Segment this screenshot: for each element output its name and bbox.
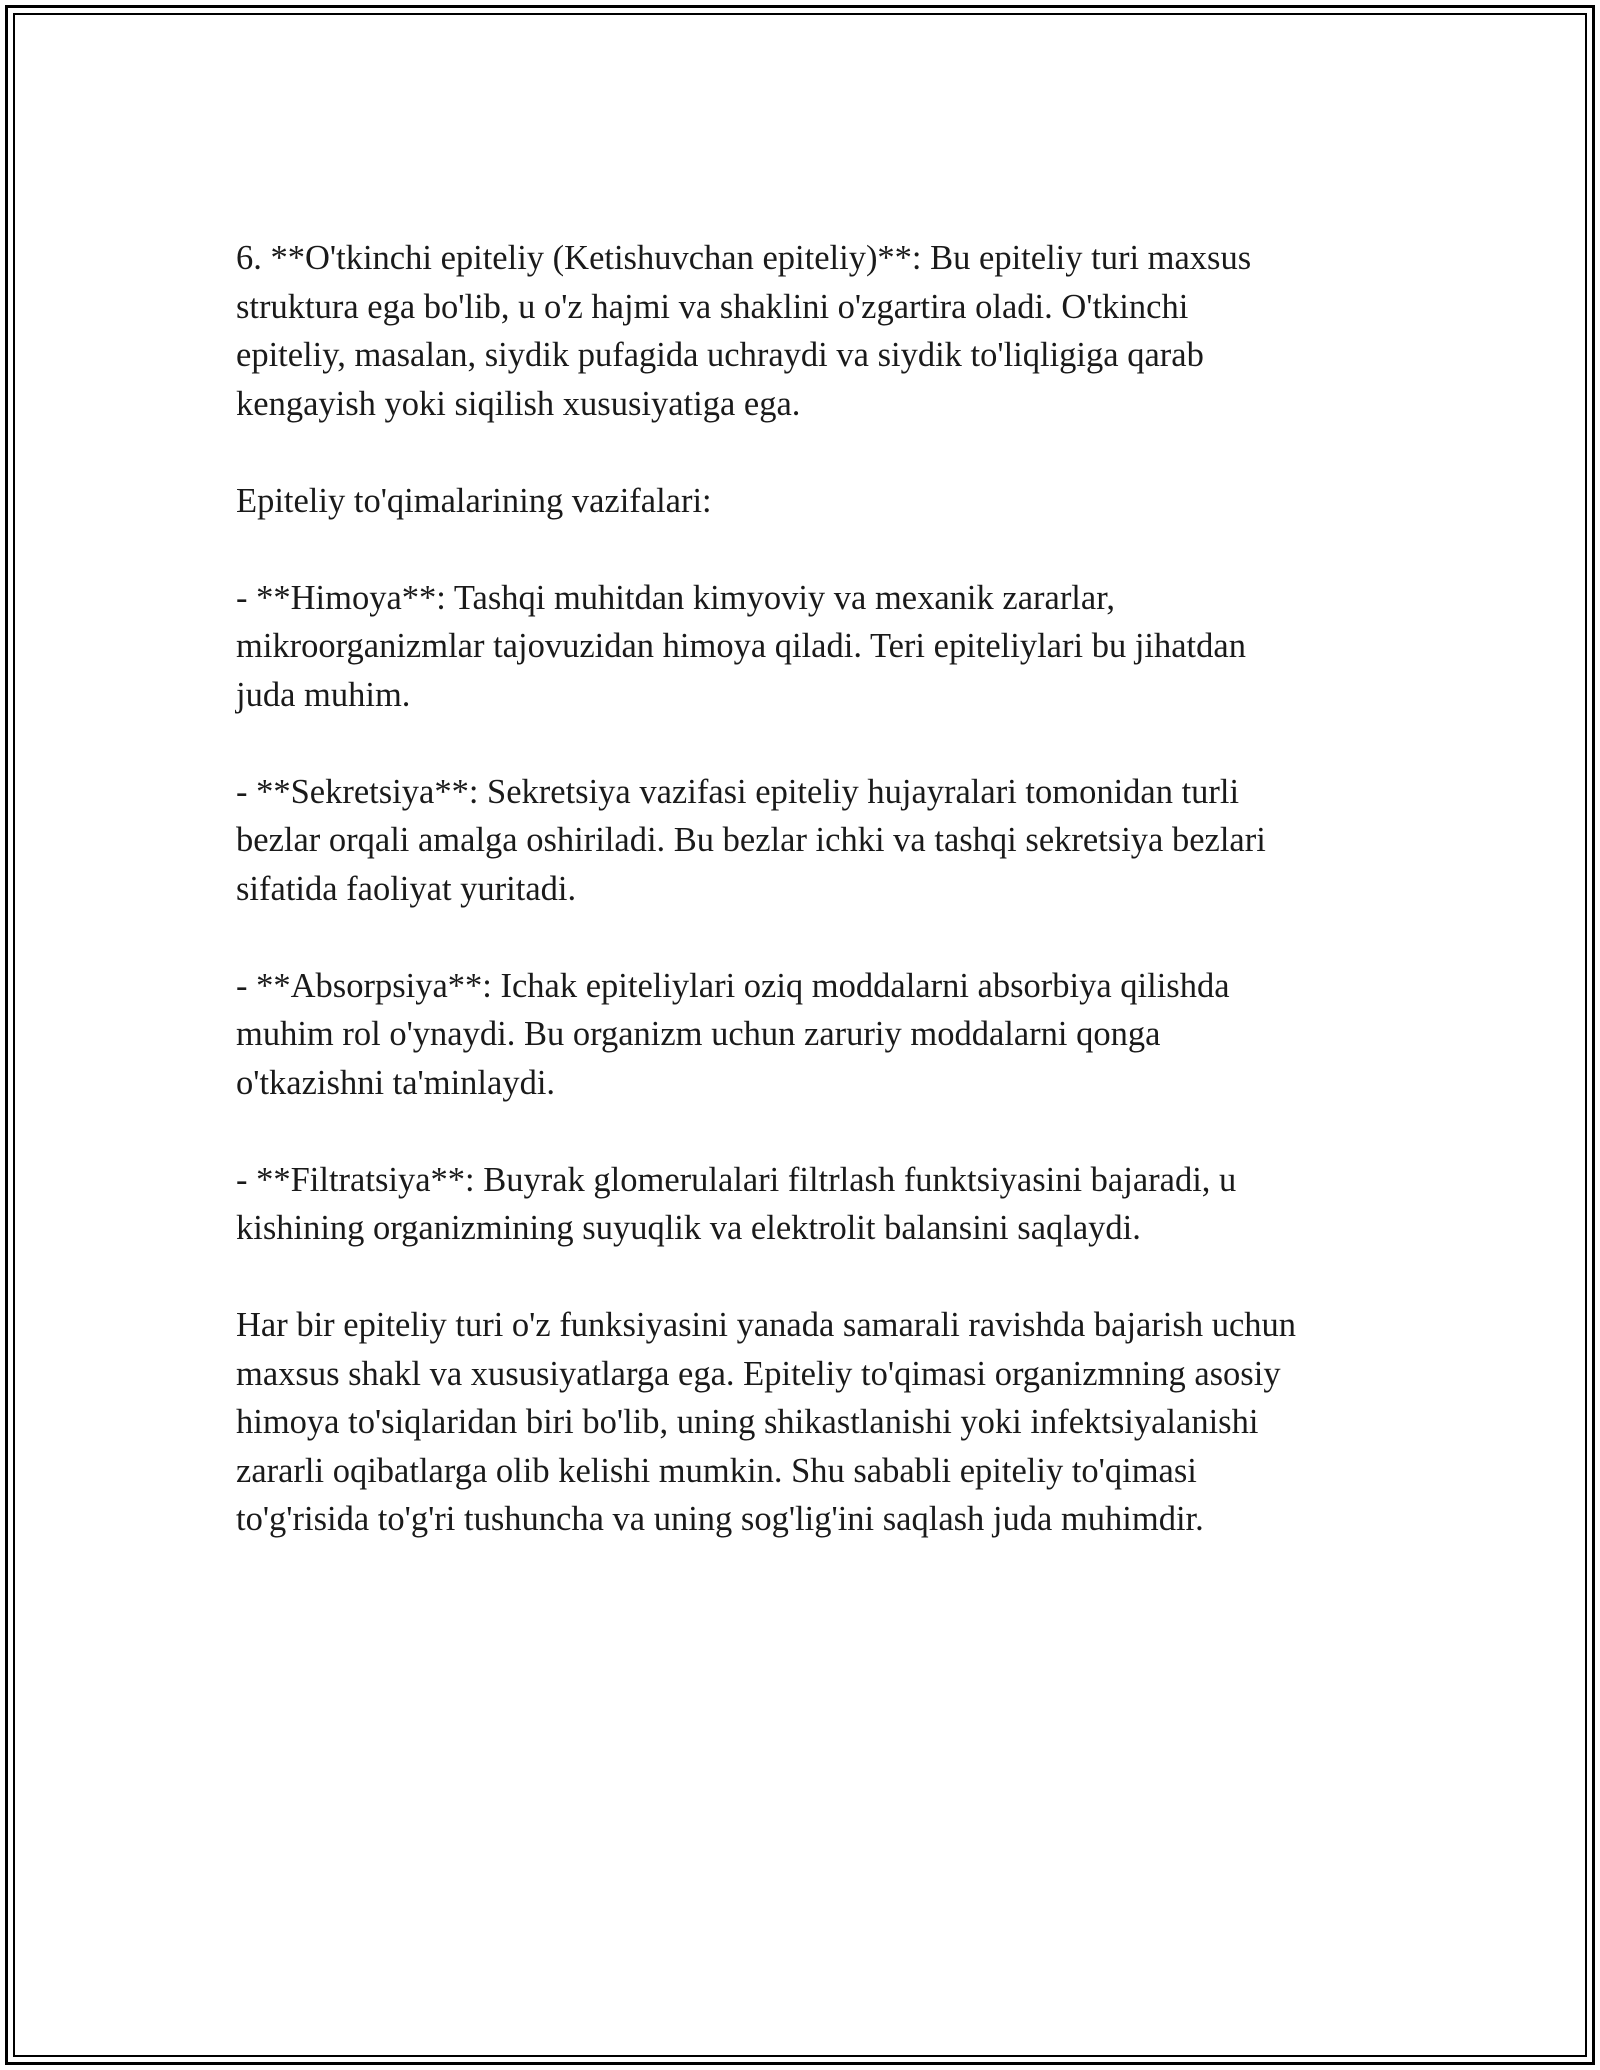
paragraph-functions-heading: Epiteliy to'qimalarining vazifalari: — [236, 481, 712, 520]
document-body — [236, 234, 1376, 1544]
paragraph-secretion: - **Sekretsiya**: Sekretsiya vazifasi epiteliy hujayralari tomonidan turli bezlar orqali amalga oshiriladi. Bu bezlar ichki va tashqi sekretsiya bezlari sifatida faoliyat yuritadi. — [236, 772, 1266, 908]
paragraph-filtration: - **Filtratsiya**: Buyrak glomerulalari filtrlash funktsiyasini bajaradi, u kishining organizmining suyuqlik va elektrolit balansini saqlaydi. — [236, 1160, 1237, 1247]
paragraph-conclusion: Har bir epiteliy turi o'z funksiyasini yanada samarali ravishda bajarish uchun maxsus shakl va xususiyatlarga ega. Epiteliy to'qimasi organizmning asosiy himoya to'siqlaridan biri bo'lib, uning shikastlanishi yoki infektsiyalanishi zararli oqibatlarga olib kelishi mumkin. Shu sababli epiteliy to'qimasi to'g'risida to'g'ri tushuncha va uning sog'lig'ini saqlash juda muhimdir. — [236, 1306, 1297, 1538]
paragraph-absorption: - **Absorpsiya**: Ichak epiteliylari oziq moddalarni absorbiya qilishda muhim rol o'ynaydi. Bu organizm uchun zaruriy moddalarni qonga o'tkazishni ta'minlaydi. — [236, 966, 1230, 1102]
paragraph-transitional-epithelium: 6. **O'tkinchi epiteliy (Ketishuvchan epiteliy)**: Bu epiteliy turi maxsus struktura ega bo'lib, u o'z hajmi va shaklini o'zgartira oladi. O'tkinchi epiteliy, masalan, siydik pufagida uchraydi va siydik to'liqligiga qarab kengayish yoki siqilish xususiyatiga ega. — [236, 239, 1252, 423]
paragraph-protection: - **Himoya**: Tashqi muhitdan kimyoviy va mexanik zararlar, mikroorganizmlar tajovuzidan himoya qiladi. Teri epiteliylari bu jihatdan juda muhim. — [236, 578, 1246, 714]
